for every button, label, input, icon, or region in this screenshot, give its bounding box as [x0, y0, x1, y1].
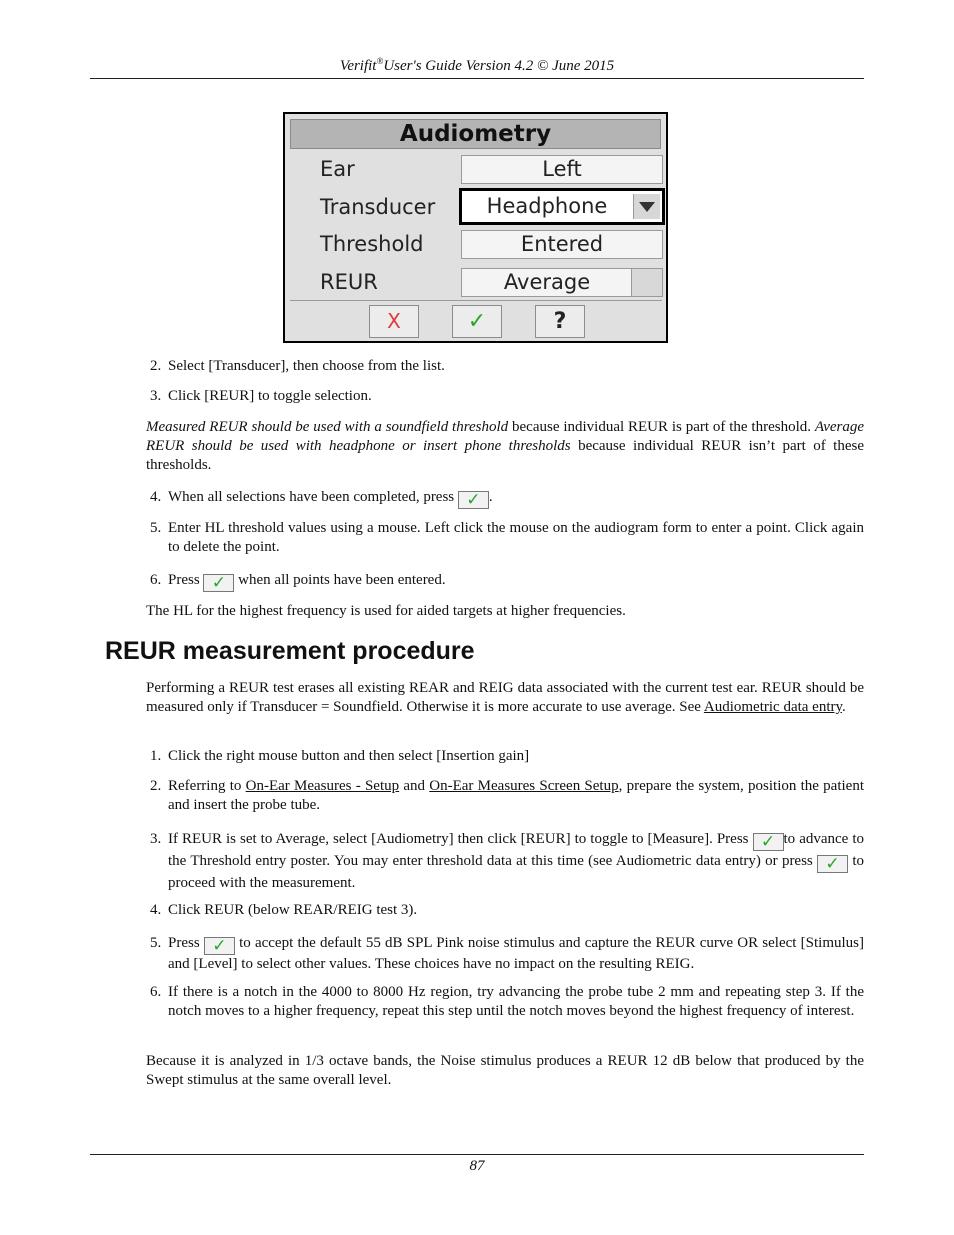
- threshold-field[interactable]: Entered: [461, 230, 663, 259]
- transducer-value: Headphone: [486, 194, 608, 218]
- step-text-part: When all selections have been completed, press: [168, 489, 458, 505]
- on-ear-measures-setup-link[interactable]: On-Ear Measures - Setup: [245, 778, 400, 794]
- ear-label: Ear: [320, 157, 355, 181]
- step-number: 2.: [150, 358, 162, 374]
- cancel-button[interactable]: [369, 305, 419, 338]
- checkmark-icon: ✓: [467, 309, 487, 334]
- step-number: 4.: [150, 489, 162, 505]
- note-emphasis: Average REUR should be used with headphone or insert phone thresholds: [146, 419, 865, 454]
- note-emphasis: Measured REUR should be used with a soundfield threshold: [146, 419, 509, 435]
- intro-text: Performing a REUR test erases all existing REAR and REIG data associated with the current test ear. REUR should be measured only if Transducer = Soundfield. Otherwise it is more accurate to use average. See: [146, 680, 864, 715]
- step-text-part: .: [488, 489, 493, 505]
- footer-rule: [90, 1154, 864, 1155]
- step-text: Click REUR (below REAR/REIG test 3).: [168, 902, 418, 918]
- ear-field[interactable]: Left: [461, 155, 663, 184]
- step-text: [168, 488, 864, 509]
- reur-usage-note: [146, 418, 864, 475]
- reur-value: Average: [503, 270, 591, 294]
- checkmark-icon: ✓: [817, 855, 848, 873]
- dialog-title: Audiometry: [290, 119, 661, 149]
- hl-note: The HL for the highest frequency is used for aided targets at higher frequencies.: [146, 603, 626, 619]
- step-text: Select [Transducer], then choose from the list.: [168, 358, 445, 374]
- step-text-part: to accept the default 55 dB SPL Pink noise stimulus and capture the REUR curve OR select [Stimulus] and [Level] to select other values. These choices have no impact on the resulting REIG.: [168, 935, 864, 972]
- step-text-part: Referring to: [168, 778, 246, 794]
- dropdown-arrow-icon[interactable]: [633, 194, 660, 219]
- step-number: 6.: [150, 572, 162, 588]
- step-text: Enter HL threshold values using a mouse. Left click the mouse on the audiogram form to enter a point. Click again to delete the point.: [168, 520, 864, 555]
- step-text: [168, 571, 864, 592]
- step-text-part: Press: [168, 935, 204, 951]
- step-text-part: If REUR is set to Average, select [Audiometry] then click [REUR] to toggle to [Measure]. Press: [168, 831, 753, 847]
- step-text-part: and: [399, 778, 430, 794]
- intro-end: .: [842, 699, 846, 715]
- step-number: 6.: [150, 984, 162, 1000]
- closing-paragraph: Because it is analyzed in 1/3 octave bands, the Noise stimulus produces a REUR 12 dB below that produced by the Swept stimulus at the same overall level.: [146, 1053, 864, 1088]
- checkmark-icon: ✓: [753, 833, 784, 851]
- checkmark-icon: ✓: [203, 574, 234, 592]
- note-text: because individual REUR is part of the threshold.: [508, 419, 815, 435]
- intro-paragraph: [146, 679, 864, 717]
- step-text-part: , prepare the system, position the patient and insert the probe tube.: [168, 778, 864, 813]
- step-text: [168, 777, 864, 815]
- question-icon: ?: [553, 309, 567, 334]
- step-text-part: to proceed with the measurement.: [168, 853, 864, 891]
- checkmark-icon: ✓: [458, 491, 489, 509]
- reur-label: REUR: [320, 270, 378, 294]
- header-reg-mark: ®: [376, 56, 384, 66]
- transducer-label: Transducer: [320, 195, 436, 219]
- ok-button[interactable]: [452, 305, 502, 338]
- dialog-separator: [290, 300, 662, 301]
- step-number: 1.: [150, 748, 162, 764]
- page-number: 87: [469, 1158, 485, 1174]
- checkmark-icon: ✓: [204, 937, 235, 955]
- step-number: 4.: [150, 902, 162, 918]
- step-text: [168, 829, 864, 894]
- step-text: Click the right mouse button and then select [Insertion gain]: [168, 748, 530, 764]
- header-brand: Verifit: [339, 58, 377, 74]
- audiometry-dialog: [283, 112, 668, 343]
- step-text-part: Press: [168, 572, 204, 588]
- reur-toggle[interactable]: [461, 268, 663, 297]
- transducer-dropdown[interactable]: [459, 188, 665, 225]
- step-text-part: when all points have been entered.: [234, 572, 446, 588]
- running-header: [90, 56, 864, 75]
- audiometric-data-entry-link[interactable]: Audiometric data entry: [703, 699, 843, 715]
- header-rule: [90, 78, 864, 79]
- note-text: because individual REUR isn’t part of these thresholds.: [146, 438, 864, 473]
- step-number: 2.: [150, 778, 162, 794]
- threshold-label: Threshold: [320, 232, 424, 256]
- step-number: 3.: [150, 388, 162, 404]
- reur-toggle-button[interactable]: [631, 269, 662, 296]
- help-button[interactable]: [535, 305, 585, 338]
- step-text: Click [REUR] to toggle selection.: [168, 388, 372, 404]
- step-number: 5.: [150, 935, 162, 951]
- step-number: 5.: [150, 520, 162, 536]
- close-icon: X: [387, 309, 401, 333]
- step-text: [168, 934, 864, 974]
- step-text: If there is a notch in the 4000 to 8000 Hz region, try advancing the probe tube 2 mm and repeating step 3. If the notch moves to a higher frequency, repeat this step until the notch moves beyond the highest frequency of interest.: [168, 984, 864, 1019]
- step-text-part: to advance to the Threshold entry poster. You may enter threshold data at this time (see Audiometric data entry) or press: [168, 831, 864, 869]
- section-heading: REUR measurement procedure: [105, 637, 475, 665]
- header-rest: User's Guide Version 4.2 © June 2015: [383, 58, 615, 74]
- step-number: 3.: [150, 831, 162, 847]
- on-ear-measures-screen-setup-link[interactable]: On-Ear Measures Screen Setup: [429, 778, 619, 794]
